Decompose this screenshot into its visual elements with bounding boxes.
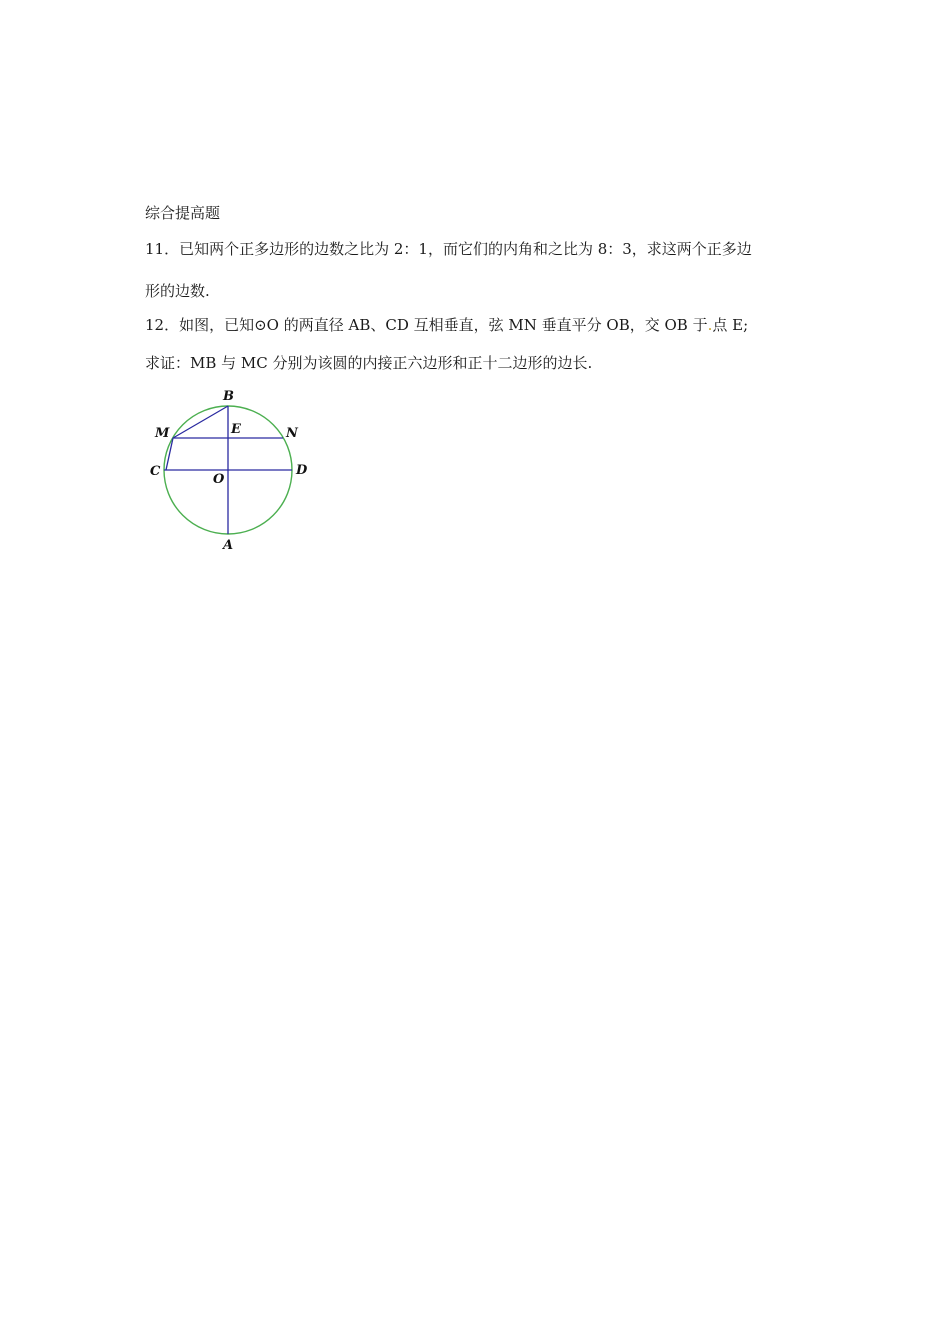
label-o: O <box>213 472 225 487</box>
label-b: B <box>223 389 234 404</box>
stray-dot: . <box>707 316 713 334</box>
question-11-line-1: 11．已知两个正多边形的边数之比为 2：1，而它们的内角和之比为 8：3，求这两个正多边 <box>145 240 752 258</box>
question-12-line-1 <box>145 314 748 335</box>
section-heading: 综合提高题 <box>145 204 221 222</box>
label-e: E <box>231 422 241 437</box>
label-n: N <box>286 426 298 441</box>
label-a: A <box>223 538 234 553</box>
question-12-text-b: 点 E; <box>712 316 749 334</box>
question-12-line-2: 求证：MB 与 MC 分别为该圆的内接正六边形和正十二边形的边长. <box>145 354 593 372</box>
question-11-line-2: 形的边数. <box>145 282 210 300</box>
segment-mb <box>173 406 228 438</box>
label-d: D <box>296 463 308 478</box>
label-m: M <box>155 426 170 441</box>
question-12-text-a: 12．如图，已知⊙O 的两直径 AB、CD 互相垂直，弦 MN 垂直平分 OB，交 OB 于 <box>145 316 708 334</box>
geometry-figure <box>140 385 320 555</box>
label-c: C <box>150 464 161 479</box>
